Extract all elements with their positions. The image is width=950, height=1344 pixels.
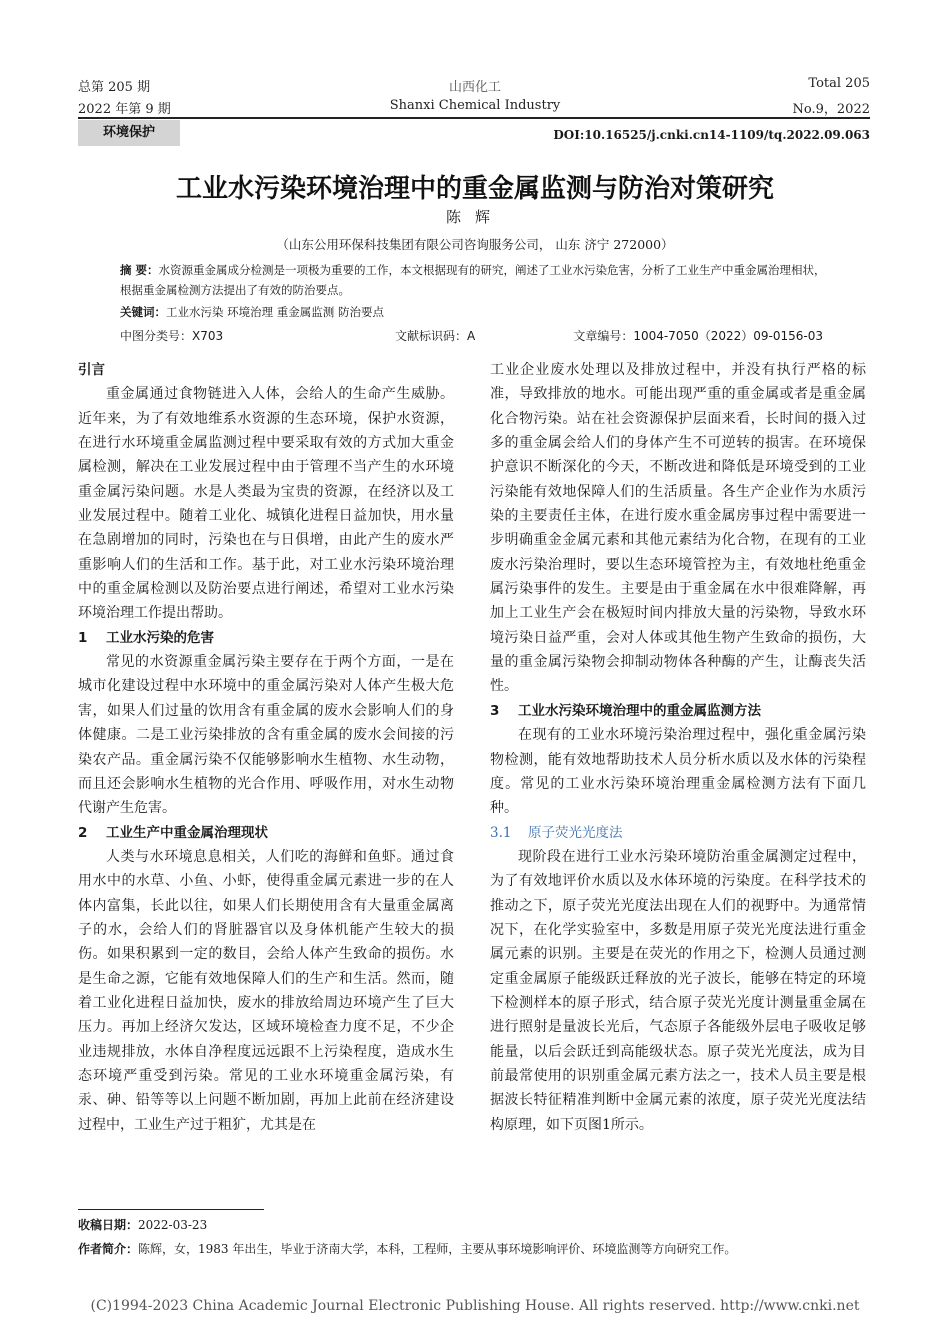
keywords-text: 工业水污染 环境治理 重金属监测 防治要点 — [166, 305, 384, 319]
header-issue-en: No.9，2022 — [792, 102, 870, 117]
intro-paragraph: 重金属通过食物链进入人体，会给人的生命产生威胁。近年来，为了有效地维系水资源的生态环境，保护水资源，在进行水环境重金属监测过程中要采取有效的方式加大重金属检测，解决在工业发展过程中由于管理不当产生的水环境重金属污染问题。水是人类最为宝贵的资源，在经济以及工业发展过程中。随着工业化、城镇化进程日益加快，用水量在急剧增加的同时，污染也在与日俱增，由此产生的废水严重影响人们的生活和工作。基于此，对工业水污染环境治理中的重金属检测以及防治要点进行阐述，希望对工业水污染环境治理工作提出帮助。 — [78, 386, 454, 622]
abstract-text: 水资源重金属成分检测是一项极为重要的工作，本文根据现有的研究，阐述了工业水污染危害，分析了工业生产中重金属治理相状，根据重金属检测方法提出了有效的防治要点。 — [120, 263, 826, 297]
section-3-1-number: 3.1 — [490, 824, 512, 841]
document-code: 文献标识码：A — [395, 329, 476, 343]
section-1-heading — [78, 626, 454, 650]
affiliation: （山东公用环保科技集团有限公司咨询服务公司， 山东 济宁 272000） — [276, 237, 674, 252]
abstract-label: 摘 要： — [120, 263, 159, 277]
keywords-label: 关键词： — [120, 305, 166, 319]
section-3-1-paragraph: 现阶段在进行工业水污染环境防治重金属测定过程中，为了有效地评价水质以及水体环境的污染度。在科学技术的推动之下，原子荧光光度法出现在人们的视野中。为通常情况下，在化学实验室中，多数是用原子荧光光度法进行重金属元素的识别。主要是在荧光的作用之下，检测人员通过测定重金属原子能级跃迁释放的光子波长，能够在特定的环境下检测样本的原子形式，结合原子荧光光度计测量重金属在进行照射是量波长光后，气态原子各能级外层电子吸收足够能量，以后会跃迁到高能级状态。原子荧光光度法，成为目前最常使用的识别重金属元素方法之一，技术人员主要是根据波长特征精准判断中金属元素的浓度，原子荧光光度法结构原理，如下页图1所示。 — [490, 848, 866, 1133]
column-tag: 环境保护 — [78, 120, 180, 146]
author: 陈辉 — [445, 208, 504, 226]
section-2-number: 2 — [78, 824, 88, 841]
left-column — [78, 358, 454, 1137]
received-date — [78, 1216, 207, 1233]
section-3-title: 工业水污染环境治理中的重金属监测方法 — [518, 702, 761, 719]
footnote-rule — [78, 1209, 264, 1210]
right-column — [490, 358, 866, 1137]
section-2-title: 工业生产中重金属治理现状 — [106, 824, 268, 841]
abstract — [120, 260, 832, 300]
section-1-paragraph: 常见的水资源重金属污染主要存在于两个方面，一是在城市化建设过程中水环境中的重金属污染对人体产生极大危害，如果人们过量的饮用含有重金属的废水会影响人们的身体健康。二是工业污染排放的含有重金属的废水会间接的污染农产品。重金属污染不仅能够影响水生植物、水生动物，而且还会影响水生植物的光合作用、呼吸作用，对水生动物代谢产生危害。 — [78, 654, 454, 817]
header-total-en: Total 205 — [808, 76, 870, 91]
clc-number: 中图分类号：X703 — [120, 329, 224, 343]
header-journal-cn: 山西化工 — [448, 80, 501, 95]
section-3-1-title: 原子荧光光度法 — [528, 824, 623, 841]
section-2-paragraph: 人类与水环境息息相关，人们吃的海鲜和鱼虾。通过食用水中的水草、小鱼、小虾，使得重金属元素进一步的在人体内富集，长此以往，如果人们长期使用含有大量重金属离子的水，会给人们的肾脏器官以及身体机能产生较大的损伤。如果积累到一定的数目，会给人体产生致命的损伤。水是生命之源，它能有效地保障人们的生产和生活。然而，随着工业化进程日益加快，废水的排放给周边环境产生了巨大压力。再加上经济欠发达，区域环境检查力度不足，不少企业违规排放，水体自净程度远远跟不上污染程度，造成水生态环境严重受到污染。常见的工业水环境重金属污染，有汞、砷、铅等等以上问题不断加剧，再加上此前在经济建设过程中，工业生产过于粗犷，尤其是在 — [78, 848, 454, 1133]
doi: DOI:10.16525/j.cnki.cn14-1109/tq.2022.09.063 — [553, 128, 870, 142]
section-3-paragraph: 在现有的工业水环境污染治理过程中，强化重金属污染物检测，能有效地帮助技术人员分析水质以及水体的污染程度。常见的工业水污染环境治理重金属检测方法有下面几种。 — [490, 727, 866, 817]
author-bio — [78, 1240, 736, 1257]
bio-text: 陈辉，女，1983 年出生，毕业于济南大学，本科，工程师，主要从事环境影响评价、环境监测等方向研究工作。 — [138, 1242, 737, 1256]
article-title: 工业水污染环境治理中的重金属监测与防治对策研究 — [175, 174, 774, 204]
header-journal-en: Shanxi Chemical Industry — [389, 98, 561, 113]
received-label: 收稿日期： — [78, 1218, 139, 1232]
copyright-notice: (C)1994-2023 China Academic Journal Electronic Publishing House. All rights reserved. http://www.cnki.net — [90, 1298, 860, 1314]
section-1-title: 工业水污染的危害 — [106, 629, 214, 646]
article-number: 文章编号：1004-7050（2022）09-0156-03 — [573, 329, 823, 343]
section-1-number: 1 — [78, 629, 88, 646]
header-rule — [78, 117, 870, 119]
header-issue-cn: 2022 年第 9 期 — [78, 102, 171, 117]
header-total-cn: 总第 205 期 — [78, 80, 151, 95]
keywords — [120, 302, 832, 322]
section-2-paragraph-continued: 工业企业废水处理以及排放过程中，并没有执行严格的标准，导致排放的地水。可能出现严重的重金属或者是重金属化合物污染。站在社会资源保护层面来看，长时间的摄入过多的重金属会给人们的身体产生不可逆转的损害。在环境保护意识不断深化的今天，不断改进和降低是环境受到的工业污染能有效地保障人们的生活质量。各生产企业作为水质污染的主要责任主体，在进行废水重金属房事过程中需要进一步明确重金金属元素和其他元素结为化合物，在现有的工业废水污染治理时，要以生态环境管控为主，有效地杜绝重金属污染事件的发生。主要是由于重金属在水中很难降解，再加上工业生产会在极短时间内排放大量的污染物，导致水环境污染日益严重，会对人体或其他生物产生致命的损伤，大量的重金属污染物会抑制动物体各种酶的产生，让酶丧失活性。 — [490, 362, 866, 695]
section-2-heading — [78, 821, 454, 845]
section-3-1-heading — [490, 821, 866, 845]
section-3-heading — [490, 699, 866, 723]
intro-heading: 引言 — [78, 362, 105, 378]
section-3-number: 3 — [490, 702, 500, 719]
received-value: 2022-03-23 — [138, 1218, 208, 1232]
bio-label: 作者简介： — [78, 1242, 139, 1256]
